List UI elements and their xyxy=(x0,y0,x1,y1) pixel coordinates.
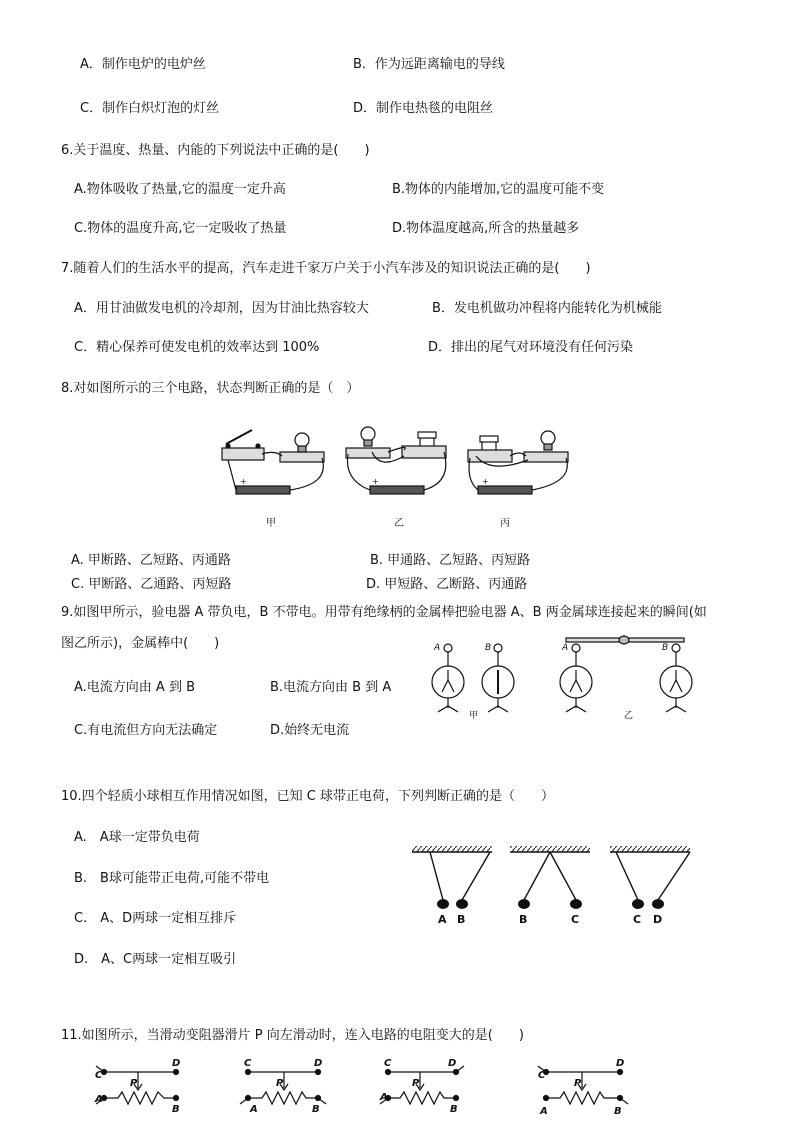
q9-option-d: D.始终无电流 xyxy=(270,723,350,738)
q8-label-yi: 乙 xyxy=(394,518,404,529)
q7-option-b: B．发电机做功冲程将内能转化为机械能 xyxy=(432,301,662,316)
q8-option-c: C. 甲断路、乙通路、丙短路 xyxy=(71,577,232,592)
q10-balls-figure xyxy=(0,842,794,932)
q10-stem: 10.四个轻质小球相互作用情况如图，已知 C 球带正电荷，下列判断正确的是（ ） xyxy=(61,789,555,804)
q10-ball-c1: C xyxy=(571,913,580,926)
q5-option-c: C．制作白炽灯泡的灯丝 xyxy=(80,101,220,116)
q10-ball-b2: B xyxy=(519,913,528,926)
q8-option-a: A. 甲断路、乙短路、丙通路 xyxy=(71,553,231,568)
q9-option-c: C.有电流但方向无法确定 xyxy=(74,723,218,738)
q11-r4-a: A xyxy=(540,1106,548,1117)
q10-ball-b1: B xyxy=(457,913,466,926)
q8-label-jia: 甲 xyxy=(266,518,276,529)
svg-text:+: + xyxy=(240,477,247,486)
q11-r1-b: B xyxy=(172,1104,180,1115)
q5-option-b: B．作为远距离输电的导线 xyxy=(353,57,505,72)
q11-r3-d: D xyxy=(448,1058,457,1069)
q11-r1-d: D xyxy=(172,1058,181,1069)
q9-stem-line2: 图乙所示)，金属棒中( ) xyxy=(61,636,220,651)
q7-stem: 7.随着人们的生活水平的提高，汽车走进千家万户关于小汽车涉及的知识说法正确的是( ) xyxy=(61,261,591,276)
q6-option-b: B.物体的内能增加,它的温度可能不变 xyxy=(392,182,605,197)
q8-label-bing: 丙 xyxy=(500,518,510,529)
q11-r1-p: P xyxy=(130,1078,138,1089)
q6-option-d: D.物体温度越高,所含的热量越多 xyxy=(392,221,580,236)
q7-option-d: D．排出的尾气对环境没有任何污染 xyxy=(428,340,634,355)
q11-r4-d: D xyxy=(616,1058,625,1069)
q10-option-c: C. A、D两球一定相互排斥 xyxy=(74,911,237,926)
svg-text:+: + xyxy=(482,477,489,486)
q11-r4-b: B xyxy=(614,1106,622,1117)
q11-r3-c: C xyxy=(384,1058,392,1069)
q11-stem: 11.如图所示，当滑动变阻器滑片 P 向左滑动时，连入电路的电阻变大的是( ) xyxy=(61,1028,524,1043)
q10-option-b: B. B球可能带正电荷,可能不带电 xyxy=(74,871,270,886)
q9-stem-line1: 9.如图甲所示，验电器 A 带负电，B 不带电。用带有绝缘柄的金属棒把验电器 A、B 两金属球连接起来的瞬间(如 xyxy=(61,605,707,620)
q11-r3-p: P xyxy=(412,1078,420,1089)
q11-r1-a: A xyxy=(95,1094,103,1105)
q9-label-yi: 乙 xyxy=(624,711,634,721)
q8-stem: 8.对如图所示的三个电路，状态判断正确的是（ ） xyxy=(61,381,360,396)
q8-option-d: D. 甲短路、乙断路、丙通路 xyxy=(366,577,528,592)
q9-label-a1: A xyxy=(434,643,441,653)
q10-option-a: A. A球一定带负电荷 xyxy=(74,830,200,845)
q6-option-c: C.物体的温度升高,它一定吸收了热量 xyxy=(74,221,287,236)
q6-option-a: A.物体吸收了热量,它的温度一定升高 xyxy=(74,182,286,197)
q9-label-b2: B xyxy=(662,643,669,653)
circuit-bing xyxy=(468,431,568,494)
q11-r3-b: B xyxy=(450,1104,458,1115)
q11-r3-a: A xyxy=(380,1092,388,1103)
q11-r2-a: A xyxy=(250,1104,258,1115)
q9-label-jia: 甲 xyxy=(469,711,479,721)
q5-option-a: A．制作电炉的电炉丝 xyxy=(80,57,206,72)
q11-r4-p: P xyxy=(574,1078,582,1089)
q9-label-a2: A xyxy=(562,643,569,653)
q10-ball-d: D xyxy=(653,913,663,926)
circuit-jia xyxy=(222,430,324,494)
q6-stem: 6.关于温度、热量、内能的下列说法中正确的是( ) xyxy=(61,143,370,158)
q8-option-b: B. 甲通路、乙短路、丙短路 xyxy=(370,553,531,568)
q11-r2-c: C xyxy=(244,1058,252,1069)
q11-r2-p: P xyxy=(276,1078,284,1089)
q11-r2-d: D xyxy=(314,1058,323,1069)
q11-r2-b: B xyxy=(312,1104,320,1115)
q11-r1-c: C xyxy=(95,1070,103,1081)
q9-option-a: A.电流方向由 A 到 B xyxy=(74,680,196,695)
q11-r4-c: C xyxy=(538,1070,546,1081)
q9-label-b1: B xyxy=(485,643,492,653)
q11-rheostats-figure xyxy=(0,1058,794,1118)
q9-option-b: B.电流方向由 B 到 A xyxy=(270,680,392,695)
q5-option-d: D．制作电热毯的电阻丝 xyxy=(353,101,494,116)
q8-circuits-figure xyxy=(0,420,794,560)
q10-option-d: D. A、C两球一定相互吸引 xyxy=(74,952,237,967)
q7-option-a: A．用甘油做发电机的冷却剂，因为甘油比热容较大 xyxy=(74,301,369,316)
circuit-yi xyxy=(346,427,446,494)
svg-text:+: + xyxy=(372,477,379,486)
q10-ball-c2: C xyxy=(633,913,642,926)
q7-option-c: C．精心保养可使发电机的效率达到 100% xyxy=(74,340,320,355)
q10-ball-a: A xyxy=(438,913,447,926)
